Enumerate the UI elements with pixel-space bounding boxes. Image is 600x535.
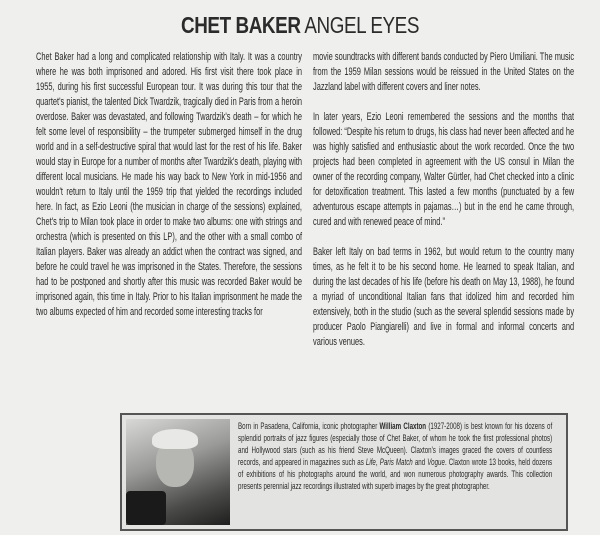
artist-name: CHET BAKER xyxy=(180,12,301,38)
camera-icon xyxy=(126,491,166,525)
magazine-name: Vogue xyxy=(427,456,445,467)
photographer-portrait xyxy=(126,419,230,525)
paragraph: Baker left Italy on bad terms in 1962, but would return to the country many times, as he felt it to be his second home. He learned to speak Italian, and during the last decades of his life (before his death on May 13, 1988), he found a myriad of unconditional Italian fans that idolized him and recorded him extensively, both in the studio (such as the several splendid sessions made by producer Paolo Piangiarelli) and live in formal and informal concerts and various venues. xyxy=(313,246,575,348)
photographer-name: William Claxton xyxy=(379,420,427,431)
separator: , xyxy=(375,456,380,467)
bio-part: . Claxton wrote 13 books, held dozens of exhibitions of his photographs around the world, and won numerous photography awards. This collection presents perennial jazz recordings illustrated with superb images by the great photographer. xyxy=(238,456,553,491)
paragraph: In later years, Ezio Leoni remembered the sessions and the months that followed: “Despite his return to drugs, his class had never been affected and he was highly satisfied and enthusiastic about the work recorded. Once the two projects had been completed in agreement with the US consul in Milan the owner of the recording company, Walter Gürtler, had Chet checked into a clinic for detoxification treatment. This lasted a few months (punctuated by a few adventurous escape attempts in pajamas…) but in the end he came through, cured and with renewed peace of mind.” xyxy=(313,111,575,228)
magazine-name: Life xyxy=(365,456,376,467)
album-title: ANGEL EYES xyxy=(304,12,420,38)
bio-part: (1927-2008) is best known for his dozens of splendid portraits of jazz figures (especially those of Chet Baker, of whom he took the first professional photos) and Hollywood stars (such as his friend Steve McQueen). Claxton's images graced the covers of countless records, and appeared in magazines such as xyxy=(238,420,553,467)
paragraph: movie soundtracks with different bands conducted by Piero Umiliani. The music from the 1959 Milan sessions would be reissued in the United States on the Jazzland label with different covers and liner notes. xyxy=(313,51,575,93)
right-column xyxy=(313,50,574,365)
magazine-name: Paris Match xyxy=(379,456,413,467)
photographer-bio-box xyxy=(120,413,568,531)
page-title xyxy=(54,12,546,39)
separator: and xyxy=(412,456,428,467)
paragraph: Chet Baker had a long and complicated relationship with Italy. It was a country where he was both imprisoned and adored. His first visit there took place in 1955, during his first successful European tour. It was during this tour that the quartet's pianist, the talented Dick Twardzik, tragically died in Paris from a heroin overdose. Baker was devastated, and following Twardzik's death – for which he felt some level of responsibility – the trumpeter submerged himself in the drug world and in a self-destructive spiral that would last for the rest of his life. Baker would stay in Europe for a number of months after Twardzik's death, playing with different local musicians. He made his way back to New York in mid-1956 and wouldn't return to Italy until the 1959 trip that yielded the recordings included here. In fact, as Ezio Leoni (the musician in charge of the sessions) explained, Chet's trip to Milan took place in order to make two albums: one with strings and orchestra (which is presented on this LP), and the other with a small combo of Italian players. Baker was already an addict when the contract was signed, and before he could travel he was imprisoned in the States. Therefore, the sessions had to be postponed and shortly after this music was recorded Baker would be imprisoned again, this time in Italy. Prior to his Italian imprisonment he made the two albums expected of him and recorded some interesting tracks for xyxy=(36,51,302,318)
bio-intro: Born in Pasadena, California, iconic photographer xyxy=(238,420,380,431)
left-column xyxy=(36,50,302,335)
bio-text xyxy=(238,420,552,492)
